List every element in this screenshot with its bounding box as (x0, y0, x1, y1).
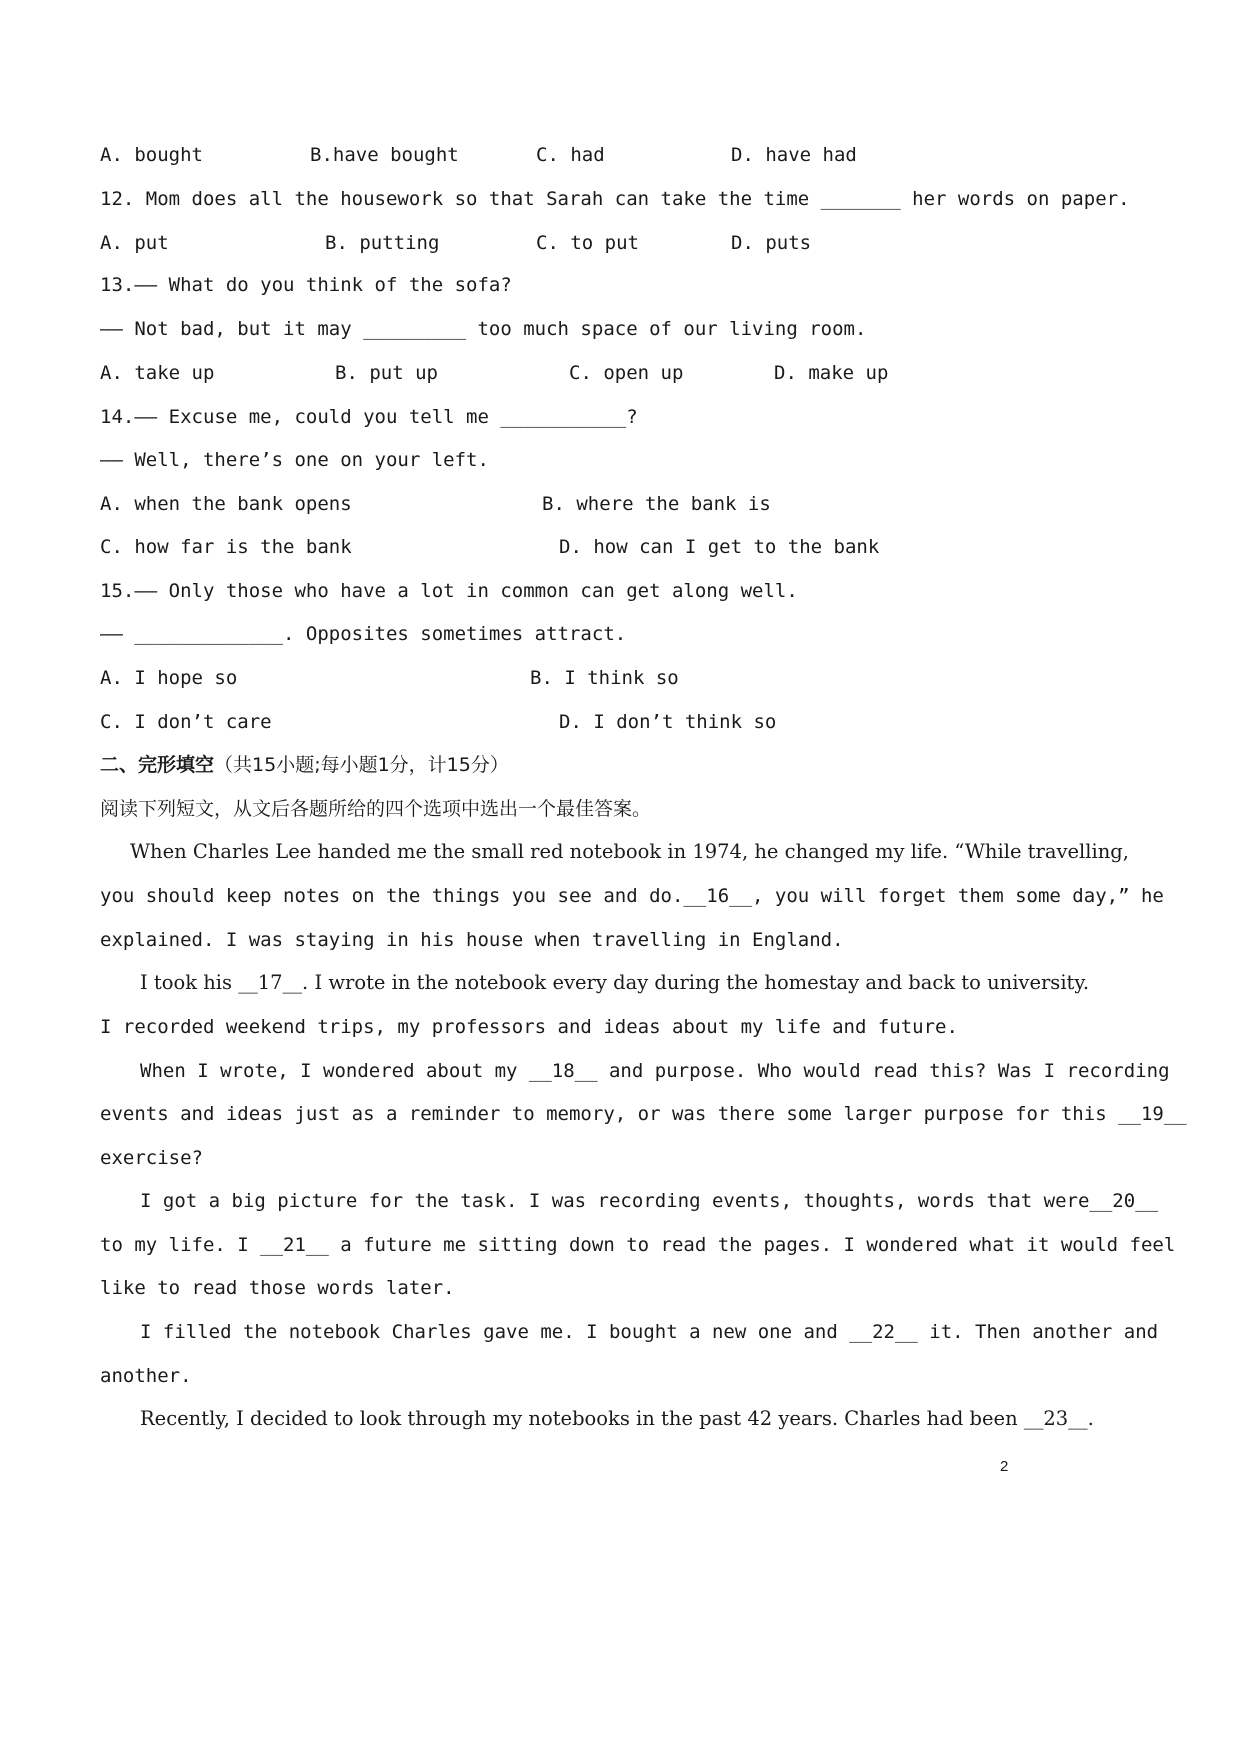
passage-line: I recorded weekend trips, my professors and ideas about my life and future. (100, 1016, 958, 1038)
passage-line: like to read those words later. (100, 1277, 455, 1299)
passage-line: explained. I was staying in his house when travelling in England. (100, 929, 844, 951)
section-heading-title: 二、完形填空 (100, 754, 215, 776)
section-instruction: 阅读下列短文，从文后各题所给的四个选项中选出一个最佳答案。 (100, 798, 652, 820)
page-number: 2 (1000, 1458, 1009, 1475)
q12-option-b: B. putting (325, 232, 440, 254)
q11-option-c: C. had (536, 144, 605, 166)
q12-option-c: C. to put (536, 232, 639, 254)
q14-reply: —— Well, there’s one on your left. (100, 449, 489, 471)
passage-line: Recently, I decided to look through my notebooks in the past 42 years. Charles had been __23__. (140, 1407, 1094, 1430)
q15-reply: —— _____________. Opposites sometimes attract. (100, 623, 627, 645)
q14-option-b: B. where the bank is (542, 493, 771, 515)
q15-question: 15.—— Only those who have a lot in common can get along well. (100, 580, 798, 602)
q14-option-c: C. how far is the bank (100, 536, 352, 558)
q15-option-b: B. I think so (530, 667, 679, 689)
passage-line: I took his __17__. I wrote in the notebook every day during the homestay and back to university. (140, 971, 1090, 994)
section-heading-note: （共15小题;每小题1分，计15分） (214, 754, 509, 776)
section-heading (100, 753, 509, 777)
passage-line: another. (100, 1365, 192, 1387)
q13-reply: —— Not bad, but it may _________ too much space of our living room. (100, 318, 867, 340)
passage-line: you should keep notes on the things you see and do.__16__, you will forget them some day,” he (100, 885, 1164, 907)
q14-option-d: D. how can I get to the bank (559, 536, 880, 558)
q15-option-a: A. I hope so (100, 667, 238, 689)
q12-option-d: D. puts (731, 232, 812, 254)
q13-option-c: C. open up (569, 362, 684, 384)
passage-line: When I wrote, I wondered about my __18__ and purpose. Who would read this? Was I recording (140, 1060, 1170, 1082)
q14-option-a: A. when the bank opens (100, 493, 352, 515)
q13-question: 13.—— What do you think of the sofa? (100, 274, 512, 296)
passage-line: events and ideas just as a reminder to memory, or was there some larger purpose for this __19__ (100, 1103, 1187, 1125)
q11-option-d: D. have had (731, 144, 857, 166)
q13-option-b: B. put up (335, 362, 438, 384)
passage-line: When Charles Lee handed me the small red notebook in 1974, he changed my life. “While travelling, (130, 840, 1129, 863)
q14-question: 14.—— Excuse me, could you tell me ___________? (100, 406, 638, 428)
q13-option-d: D. make up (774, 362, 889, 384)
passage-line: I filled the notebook Charles gave me. I bought a new one and __22__ it. Then another and (140, 1321, 1159, 1343)
q12-option-a: A. put (100, 232, 169, 254)
passage-line: I got a big picture for the task. I was recording events, thoughts, words that were__20__ (140, 1190, 1159, 1212)
q13-option-a: A. take up (100, 362, 215, 384)
q11-option-a: A. bought (100, 144, 203, 166)
passage-line: exercise? (100, 1147, 203, 1169)
q15-option-c: C. I don’t care (100, 711, 272, 733)
passage-line: to my life. I __21__ a future me sitting down to read the pages. I wondered what it would feel (100, 1234, 1176, 1256)
q12-stem: 12. Mom does all the housework so that Sarah can take the time _______ her words on paper. (100, 188, 1130, 210)
q15-option-d: D. I don’t think so (559, 711, 777, 733)
q11-option-b: B.have bought (310, 144, 459, 166)
